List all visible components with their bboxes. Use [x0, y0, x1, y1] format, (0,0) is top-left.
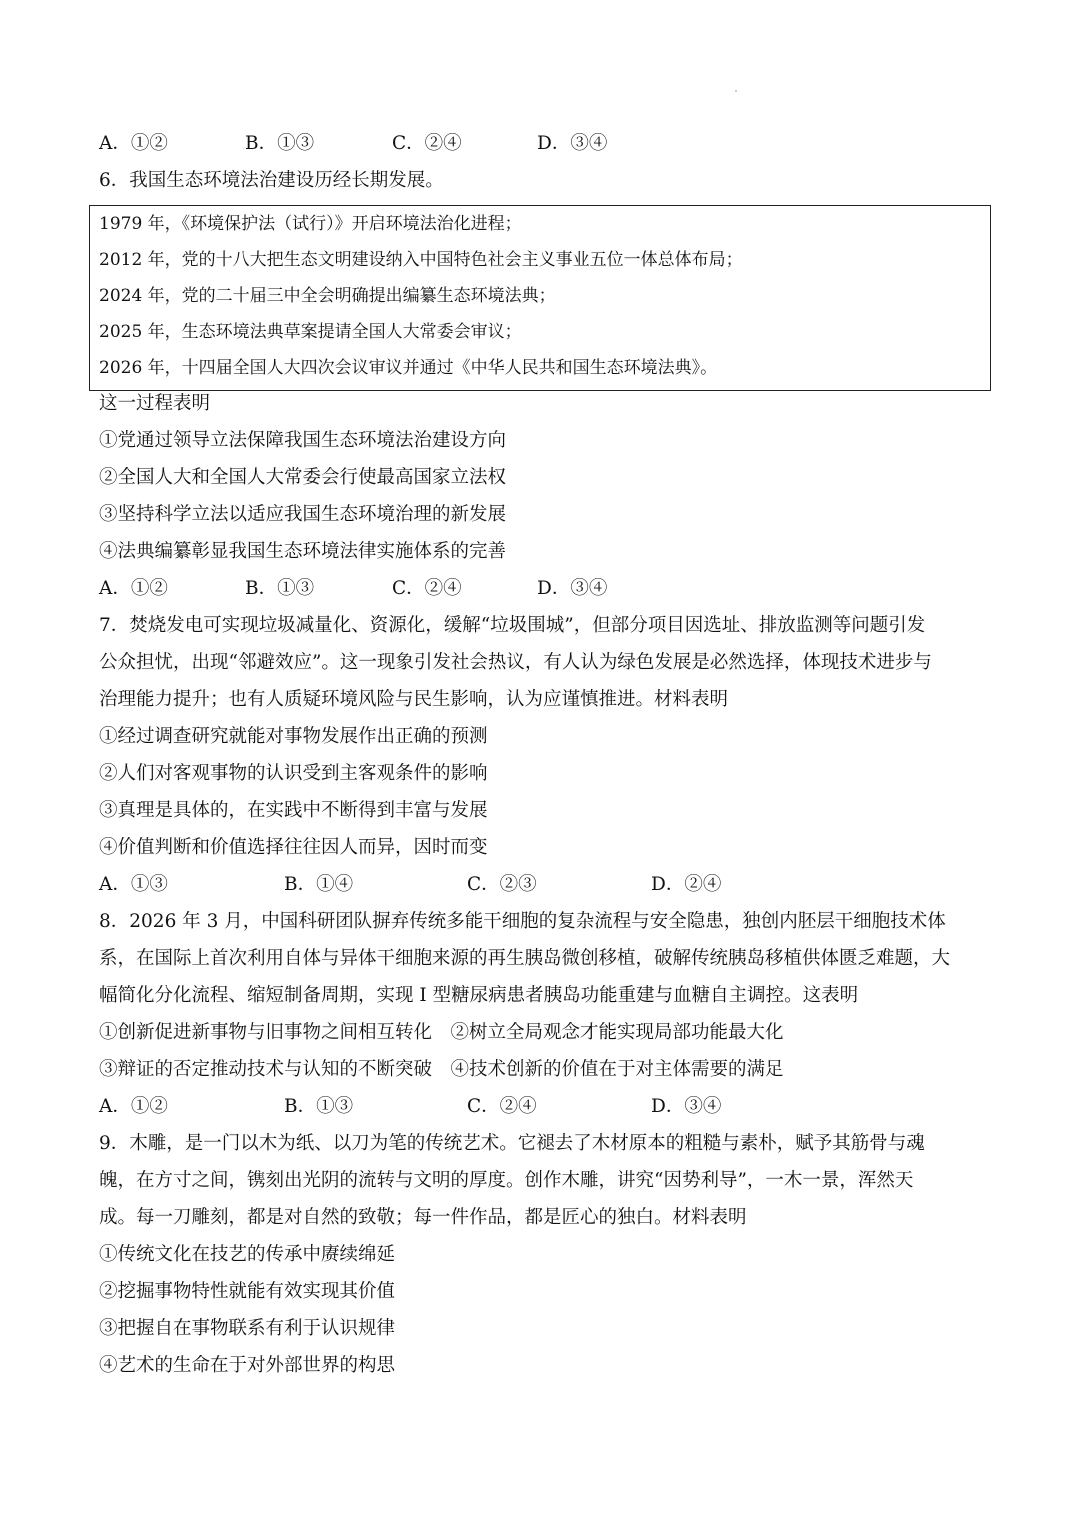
q7-item-3: ③真理是具体的，在实践中不断得到丰富与发展: [99, 800, 488, 821]
q9-item-4: ④艺术的生命在于对外部世界的构思: [99, 1355, 396, 1376]
q6-item-3: ③坚持科学立法以适应我国生态环境治理的新发展: [99, 504, 507, 525]
q5-option-a: A．①②: [99, 133, 168, 154]
q9-item-1: ①传统文化在技艺的传承中赓续绵延: [99, 1244, 396, 1265]
q6-option-c: C．②④: [392, 578, 462, 599]
q5-option-b: B．①③: [245, 133, 315, 154]
q9-stem-line-2: 魄，在方寸之间，镌刻出光阴的流转与文明的厚度。创作木雕，讲究“因势利导”，一木一景，浑然天: [99, 1170, 914, 1191]
q8-option-d: D．③④: [651, 1096, 722, 1117]
q6-timeline-2026: 2026 年，十四届全国人大四次会议审议并通过《中华人民共和国生态环境法典》。: [99, 358, 718, 378]
q8-stem-line-3: 幅简化分化流程、缩短制备周期，实现 I 型糖尿病患者胰岛功能重建与血糖自主调控。这表明: [99, 985, 859, 1006]
q6-item-1: ①党通过领导立法保障我国生态环境法治建设方向: [99, 430, 507, 451]
q7-option-d: D．②④: [651, 874, 722, 895]
q8-option-c: C．②④: [467, 1096, 537, 1117]
q8-items-row-2: ③辩证的否定推动技术与认知的不断突破 ④技术创新的价值在于对主体需要的满足: [99, 1059, 784, 1080]
q5-option-d: D．③④: [537, 133, 608, 154]
q7-option-c: C．②③: [467, 874, 537, 895]
q6-timeline-box: [89, 205, 991, 391]
q6-timeline-2025: 2025 年，生态环境法典草案提请全国人大常委会审议；: [99, 322, 522, 342]
q6-timeline-1979: 1979 年，《环境保护法（试行）》开启环境法治化进程；: [99, 214, 522, 234]
q5-option-c: C．②④: [392, 133, 462, 154]
q8-option-b: B．①③: [284, 1096, 354, 1117]
q9-stem-line-3: 成。每一刀雕刻，都是对自然的致敬；每一件作品，都是匠心的独白。材料表明: [99, 1207, 747, 1228]
q7-stem-line-2: 公众担忧，出现“邻避效应”。这一现象引发社会热议，有人认为绿色发展是必然选择，体现技术进步与: [99, 652, 932, 673]
q6-prompt: 这一过程表明: [99, 393, 211, 414]
q6-stem: 6．我国生态环境法治建设历经长期发展。: [99, 170, 444, 191]
q9-stem-line-1: 9．木雕，是一门以木为纸、以刀为笔的传统艺术。它褪去了木材原本的粗糙与素朴，赋予其筋骨与魂: [99, 1133, 925, 1154]
q7-option-b: B．①④: [284, 874, 354, 895]
q7-item-4: ④价值判断和价值选择往往因人而异，因时而变: [99, 837, 488, 858]
q7-stem-line-1: 7．焚烧发电可实现垃圾减量化、资源化，缓解“垃圾围城”，但部分项目因选址、排放监测等问题引发: [99, 615, 926, 636]
q6-item-2: ②全国人大和全国人大常委会行使最高国家立法权: [99, 467, 507, 488]
q7-stem-line-3: 治理能力提升；也有人质疑环境风险与民生影响，认为应谨慎推进。材料表明: [99, 689, 729, 710]
q6-option-b: B．①③: [245, 578, 315, 599]
q6-timeline-2012: 2012 年，党的十八大把生态文明建设纳入中国特色社会主义事业五位一体总体布局；: [99, 250, 743, 270]
q6-item-4: ④法典编纂彰显我国生态环境法律实施体系的完善: [99, 541, 507, 562]
q8-option-a: A．①②: [99, 1096, 168, 1117]
q7-item-2: ②人们对客观事物的认识受到主客观条件的影响: [99, 763, 488, 784]
q7-item-1: ①经过调查研究就能对事物发展作出正确的预测: [99, 726, 488, 747]
q9-item-3: ③把握自在事物联系有利于认识规律: [99, 1318, 396, 1339]
q8-items-row-1: ①创新促进新事物与旧事物之间相互转化 ②树立全局观念才能实现局部功能最大化: [99, 1022, 784, 1043]
q7-option-a: A．①③: [99, 874, 168, 895]
q8-stem-line-1: 8．2026 年 3 月，中国科研团队摒弃传统多能干细胞的复杂流程与安全隐患，独创内胚层干细胞技术体: [99, 911, 946, 932]
q6-option-d: D．③④: [537, 578, 608, 599]
q8-stem-line-2: 系，在国际上首次利用自体与异体干细胞来源的再生胰岛微创移植，破解传统胰岛移植供体匮乏难题，大: [99, 948, 951, 969]
q9-item-2: ②挖掘事物特性就能有效实现其价值: [99, 1281, 396, 1302]
q6-timeline-2024: 2024 年，党的二十届三中全会明确提出编纂生态环境法典；: [99, 286, 556, 306]
q6-option-a: A．①②: [99, 578, 168, 599]
scan-speck: [735, 90, 737, 92]
